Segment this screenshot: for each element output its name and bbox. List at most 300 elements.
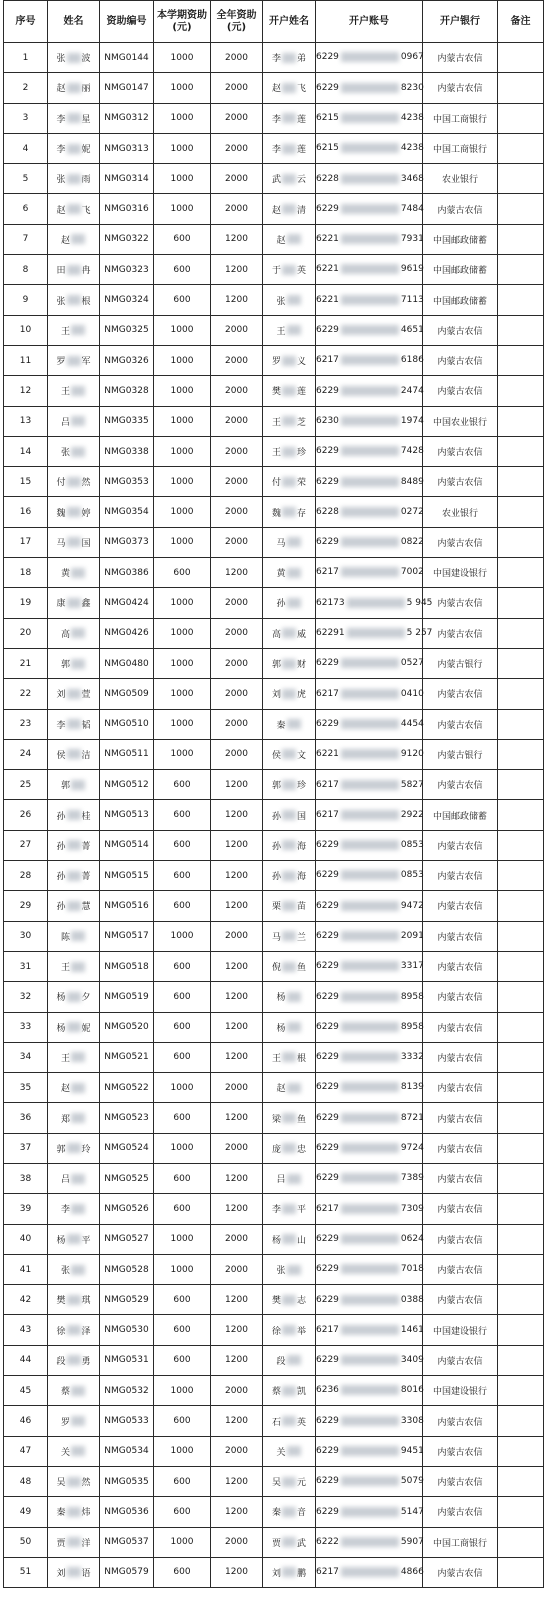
- account-holder-first: 孙: [271, 872, 281, 883]
- year-amount: 2000: [211, 133, 263, 163]
- notes-cell: [498, 1133, 544, 1163]
- bank-name: 中国邮政储蓄: [423, 285, 498, 315]
- header-cell-name: 姓名: [48, 1, 100, 43]
- notes-cell: [498, 921, 544, 951]
- bank-name: 内蒙古农信: [423, 376, 498, 406]
- student-name-last: 星: [81, 114, 91, 125]
- account-number-prefix: 6217: [316, 1203, 339, 1214]
- table-row: [4, 224, 544, 254]
- account-holder-first: 王: [276, 326, 286, 337]
- funding-id: NMG0534: [100, 1436, 154, 1466]
- redaction-blur: [287, 325, 301, 335]
- account-holder-last: 鱼: [297, 1114, 307, 1125]
- redaction-blur: [71, 568, 85, 578]
- account-number: [316, 315, 423, 345]
- funding-id: NMG0529: [100, 1285, 154, 1315]
- funding-id: NMG0533: [100, 1406, 154, 1436]
- account-number-prefix: 6229: [316, 1082, 339, 1093]
- table-row: [4, 527, 544, 557]
- bank-name: 中国农业银行: [423, 406, 498, 436]
- bank-name: 农业银行: [423, 497, 498, 527]
- row-number: 9: [4, 285, 48, 315]
- account-holder: [263, 1042, 316, 1072]
- account-number-suffix: 3409: [400, 1355, 424, 1366]
- redaction-blur: [67, 295, 81, 305]
- account-number: [316, 588, 433, 618]
- redaction-blur: [347, 628, 405, 638]
- year-amount: 2000: [211, 921, 263, 951]
- redaction-blur: [341, 507, 399, 517]
- semester-amount: 1000: [154, 73, 211, 103]
- year-amount: 1200: [211, 861, 263, 891]
- account-number-prefix: 6229: [316, 1415, 339, 1426]
- redaction-blur: [347, 598, 405, 608]
- account-number: [316, 194, 423, 224]
- account-number-suffix: 7428: [400, 446, 424, 457]
- account-holder-first: 杨: [271, 1235, 281, 1246]
- account-holder-first: 贾: [271, 1538, 281, 1549]
- semester-amount: 600: [154, 1194, 211, 1224]
- table-row: [4, 345, 544, 375]
- redaction-blur: [341, 264, 399, 274]
- header-cell-id: 资助编号: [100, 1, 154, 43]
- year-amount: 1200: [211, 1466, 263, 1496]
- row-number: 11: [4, 345, 48, 375]
- row-number: 1: [4, 43, 48, 73]
- redaction-blur: [67, 537, 81, 547]
- funding-id: NMG0144: [100, 43, 154, 73]
- redaction-blur: [282, 1537, 296, 1547]
- student-name-last: 国: [81, 538, 91, 549]
- semester-amount: 600: [154, 800, 211, 830]
- redaction-blur: [67, 144, 81, 154]
- account-holder-first: 张: [276, 296, 286, 307]
- account-holder-last: 云: [297, 175, 307, 186]
- account-number: [316, 73, 423, 103]
- semester-amount: 600: [154, 1466, 211, 1496]
- student-name-last: 萱: [81, 690, 91, 701]
- table-row: [4, 43, 544, 73]
- redaction-blur: [67, 992, 81, 1002]
- funding-id: NMG0335: [100, 406, 154, 436]
- account-number-prefix: 6229: [316, 1021, 339, 1032]
- redaction-blur: [67, 810, 81, 820]
- table-row: [4, 1073, 544, 1103]
- student-name: [48, 1527, 100, 1557]
- notes-cell: [498, 1345, 544, 1375]
- semester-amount: 600: [154, 558, 211, 588]
- account-number-suffix: 5907: [400, 1536, 424, 1547]
- redaction-blur: [71, 1446, 85, 1456]
- table-row: [4, 1012, 544, 1042]
- student-name-first: 徐: [56, 1326, 66, 1337]
- row-number: 15: [4, 467, 48, 497]
- notes-cell: [498, 43, 544, 73]
- student-name-last: 琪: [81, 1296, 91, 1307]
- year-amount: 1200: [211, 1194, 263, 1224]
- student-name: [48, 103, 100, 133]
- year-amount: 1200: [211, 224, 263, 254]
- redaction-blur: [341, 1537, 399, 1547]
- row-number: 12: [4, 376, 48, 406]
- table-row: [4, 618, 544, 648]
- redaction-blur: [341, 1113, 399, 1123]
- student-name-first: 王: [60, 326, 70, 337]
- notes-cell: [498, 224, 544, 254]
- redaction-blur: [341, 931, 399, 941]
- student-name-first: 魏: [56, 508, 66, 519]
- redaction-blur: [67, 598, 81, 608]
- student-name: [48, 618, 100, 648]
- account-holder: [263, 1376, 316, 1406]
- notes-cell: [498, 1194, 544, 1224]
- year-amount: 2000: [211, 1073, 263, 1103]
- bank-name: 中国邮政储蓄: [423, 224, 498, 254]
- account-number-suffix: 4651: [400, 325, 424, 336]
- redaction-blur: [287, 719, 301, 729]
- account-number-prefix: 6217: [316, 1324, 339, 1335]
- student-name: [48, 43, 100, 73]
- row-number: 36: [4, 1103, 48, 1133]
- table-row: [4, 1133, 544, 1163]
- funding-id: NMG0480: [100, 648, 154, 678]
- header-cell-account-name: 开户姓名: [263, 1, 316, 43]
- notes-cell: [498, 861, 544, 891]
- student-name: [48, 345, 100, 375]
- redaction-blur: [341, 567, 399, 577]
- account-number: [316, 1133, 423, 1163]
- redaction-blur: [67, 507, 81, 517]
- account-number-suffix: 7389: [400, 1173, 424, 1184]
- row-number: 3: [4, 103, 48, 133]
- redaction-blur: [67, 901, 81, 911]
- redaction-blur: [282, 659, 296, 669]
- student-name-first: 郭: [56, 1144, 66, 1155]
- student-name-first: 赵: [56, 205, 66, 216]
- account-holder: [263, 103, 316, 133]
- redaction-blur: [341, 901, 399, 911]
- account-holder-first: 李: [271, 1205, 281, 1216]
- year-amount: 2000: [211, 1254, 263, 1284]
- account-number-suffix: 4238: [400, 112, 424, 123]
- redaction-blur: [341, 1173, 399, 1183]
- bank-name: 内蒙古农信: [423, 891, 498, 921]
- account-number-suffix: 0967: [400, 52, 424, 63]
- semester-amount: 600: [154, 1285, 211, 1315]
- redaction-blur: [341, 1295, 399, 1305]
- redaction-blur: [282, 386, 296, 396]
- student-name-last: 洋: [81, 1538, 91, 1549]
- redaction-blur: [67, 1477, 81, 1487]
- funding-id: NMG0524: [100, 1133, 154, 1163]
- account-holder-last: 莲: [297, 114, 307, 125]
- redaction-blur: [282, 780, 296, 790]
- bank-name: 内蒙古农信: [423, 618, 498, 648]
- account-number: [316, 43, 423, 73]
- funding-id: NMG0353: [100, 467, 154, 497]
- account-number-prefix: 6229: [316, 1446, 339, 1457]
- redaction-blur: [341, 446, 399, 456]
- redaction-blur: [341, 386, 399, 396]
- account-holder-first: 郭: [271, 781, 281, 792]
- bank-name: 内蒙古银行: [423, 648, 498, 678]
- semester-amount: 600: [154, 982, 211, 1012]
- student-name-first: 田: [56, 266, 66, 277]
- table-row: [4, 376, 544, 406]
- account-holder: [263, 739, 316, 769]
- account-holder: [263, 406, 316, 436]
- redaction-blur: [282, 901, 296, 911]
- bank-name: 内蒙古农信: [423, 921, 498, 951]
- student-name: [48, 558, 100, 588]
- redaction-blur: [282, 628, 296, 638]
- table-row: [4, 1527, 544, 1557]
- funding-id: NMG0525: [100, 1163, 154, 1193]
- year-amount: 2000: [211, 588, 263, 618]
- redaction-blur: [67, 113, 81, 123]
- student-name-first: 陈: [60, 932, 70, 943]
- redaction-blur: [282, 416, 296, 426]
- student-name-first: 张: [56, 296, 66, 307]
- bank-name: 内蒙古农信: [423, 770, 498, 800]
- funding-id: NMG0530: [100, 1315, 154, 1345]
- semester-amount: 1000: [154, 1527, 211, 1557]
- funding-id: NMG0510: [100, 709, 154, 739]
- account-number: [316, 1163, 423, 1193]
- account-holder-last: 英: [297, 1417, 307, 1428]
- account-number-suffix: 7484: [400, 203, 424, 214]
- redaction-blur: [341, 1416, 399, 1426]
- student-name-first: 孙: [56, 902, 66, 913]
- funding-id: NMG0528: [100, 1254, 154, 1284]
- bank-name: 内蒙古农信: [423, 315, 498, 345]
- table-row: [4, 709, 544, 739]
- account-holder-first: 赵: [276, 235, 286, 246]
- student-name-last: 然: [81, 1478, 91, 1489]
- redaction-blur: [282, 53, 296, 63]
- student-name-first: 吴: [56, 1478, 66, 1489]
- year-amount: 2000: [211, 1133, 263, 1163]
- student-name: [48, 588, 100, 618]
- funding-id: NMG0513: [100, 800, 154, 830]
- row-number: 37: [4, 1133, 48, 1163]
- account-holder-first: 李: [271, 114, 281, 125]
- semester-amount: 1000: [154, 164, 211, 194]
- account-holder-first: 侯: [271, 750, 281, 761]
- bank-name: 内蒙古农信: [423, 588, 498, 618]
- year-amount: 1200: [211, 1406, 263, 1436]
- account-number: [316, 618, 433, 648]
- account-holder-first: 孙: [276, 599, 286, 610]
- table-row: [4, 588, 544, 618]
- year-amount: 1200: [211, 1285, 263, 1315]
- year-amount: 1200: [211, 1345, 263, 1375]
- account-holder-first: 庞: [271, 1144, 281, 1155]
- semester-amount: 1000: [154, 103, 211, 133]
- student-name: [48, 1163, 100, 1193]
- row-number: 50: [4, 1527, 48, 1557]
- semester-amount: 1000: [154, 1436, 211, 1466]
- year-amount: 1200: [211, 1012, 263, 1042]
- notes-cell: [498, 891, 544, 921]
- redaction-blur: [67, 1355, 81, 1365]
- account-number-suffix: 7002: [400, 567, 424, 578]
- account-holder-last: 威: [297, 629, 307, 640]
- redaction-blur: [282, 1386, 296, 1396]
- account-number-suffix: 5827: [400, 779, 424, 790]
- row-number: 48: [4, 1466, 48, 1496]
- redaction-blur: [341, 83, 399, 93]
- row-number: 22: [4, 679, 48, 709]
- redaction-blur: [341, 355, 399, 365]
- account-holder-last: 武: [297, 1538, 307, 1549]
- account-number: [316, 861, 423, 891]
- row-number: 29: [4, 891, 48, 921]
- header-cell-notes: 备注: [498, 1, 544, 43]
- redaction-blur: [341, 52, 399, 62]
- funding-id: NMG0523: [100, 1103, 154, 1133]
- redaction-blur: [341, 1355, 399, 1365]
- account-number-suffix: 0527: [400, 658, 424, 669]
- redaction-blur: [341, 1234, 399, 1244]
- student-name-last: 妮: [81, 145, 91, 156]
- redaction-blur: [341, 1567, 399, 1577]
- table-row: [4, 103, 544, 133]
- table-row: [4, 770, 544, 800]
- year-amount: 2000: [211, 709, 263, 739]
- row-number: 4: [4, 133, 48, 163]
- redaction-blur: [282, 1204, 296, 1214]
- account-number-prefix: 6229: [316, 537, 339, 548]
- year-amount: 2000: [211, 1224, 263, 1254]
- redaction-blur: [282, 1567, 296, 1577]
- year-amount: 2000: [211, 436, 263, 466]
- redaction-blur: [341, 689, 399, 699]
- account-number: [316, 406, 423, 436]
- account-number: [316, 951, 423, 981]
- account-holder: [263, 1345, 316, 1375]
- semester-amount: 600: [154, 1406, 211, 1436]
- redaction-blur: [341, 1385, 399, 1395]
- student-name-first: 赵: [60, 235, 70, 246]
- bank-name: 内蒙古农信: [423, 436, 498, 466]
- row-number: 2: [4, 73, 48, 103]
- student-name: [48, 1285, 100, 1315]
- table-row: [4, 436, 544, 466]
- header-cell-semester: 本学期资助(元): [154, 1, 211, 43]
- account-number-suffix: 8016: [400, 1385, 424, 1396]
- student-name-last: 雨: [81, 175, 91, 186]
- redaction-blur: [341, 295, 399, 305]
- table-row: [4, 800, 544, 830]
- redaction-blur: [71, 1416, 85, 1426]
- bank-name: 中国工商银行: [423, 133, 498, 163]
- semester-amount: 600: [154, 1012, 211, 1042]
- notes-cell: [498, 1103, 544, 1133]
- funding-id: NMG0531: [100, 1345, 154, 1375]
- row-number: 23: [4, 709, 48, 739]
- student-name-last: 波: [81, 54, 91, 65]
- account-number-suffix: 0410: [400, 688, 424, 699]
- notes-cell: [498, 679, 544, 709]
- account-number-suffix: 4238: [400, 143, 424, 154]
- account-number: [316, 1042, 423, 1072]
- account-holder: [263, 982, 316, 1012]
- bank-name: 内蒙古农信: [423, 679, 498, 709]
- student-name: [48, 1042, 100, 1072]
- semester-amount: 600: [154, 1557, 211, 1587]
- semester-amount: 600: [154, 1497, 211, 1527]
- row-number: 41: [4, 1254, 48, 1284]
- redaction-blur: [282, 174, 296, 184]
- header-row: [4, 1, 544, 43]
- student-name-last: 婷: [81, 508, 91, 519]
- account-holder-last: 珍: [297, 781, 307, 792]
- redaction-blur: [282, 1113, 296, 1123]
- redaction-blur: [67, 1567, 81, 1577]
- year-amount: 2000: [211, 1527, 263, 1557]
- account-number-prefix: 6222: [316, 1536, 339, 1547]
- year-amount: 1200: [211, 982, 263, 1012]
- notes-cell: [498, 315, 544, 345]
- redaction-blur: [287, 1174, 301, 1184]
- account-number-prefix: 6229: [316, 931, 339, 941]
- account-number-prefix: 6229: [316, 1052, 339, 1063]
- student-name-last: 桂: [81, 811, 91, 822]
- account-number-suffix: 3332: [400, 1052, 424, 1063]
- table-body: [4, 43, 544, 1588]
- table-row: [4, 164, 544, 194]
- student-name: [48, 1103, 100, 1133]
- redaction-blur: [282, 1234, 296, 1244]
- account-holder-last: 莲: [297, 387, 307, 398]
- notes-cell: [498, 1497, 544, 1527]
- redaction-blur: [67, 1234, 81, 1244]
- account-holder-last: 英: [297, 266, 307, 277]
- row-number: 28: [4, 861, 48, 891]
- table-row: [4, 1497, 544, 1527]
- account-holder-first: 王: [271, 417, 281, 428]
- funding-id: NMG0526: [100, 1194, 154, 1224]
- funding-id: NMG0514: [100, 830, 154, 860]
- account-number-suffix: 5147: [400, 1506, 424, 1517]
- account-holder-first: 蔡: [271, 1387, 281, 1398]
- account-number: [316, 1376, 423, 1406]
- semester-amount: 600: [154, 255, 211, 285]
- account-holder-last: 根: [297, 1053, 307, 1064]
- funding-id: NMG0424: [100, 588, 154, 618]
- redaction-blur: [341, 477, 399, 487]
- year-amount: 1200: [211, 285, 263, 315]
- redaction-blur: [287, 1355, 301, 1365]
- student-name-first: 杨: [56, 1235, 66, 1246]
- student-name-last: 菁: [81, 872, 91, 883]
- account-number-suffix: 7931: [400, 234, 424, 245]
- student-name: [48, 164, 100, 194]
- redaction-blur: [282, 962, 296, 972]
- account-number-suffix: 6186: [400, 355, 424, 366]
- account-number: [316, 103, 423, 133]
- account-number: [316, 800, 423, 830]
- row-number: 10: [4, 315, 48, 345]
- row-number: 27: [4, 830, 48, 860]
- account-number-prefix: 6221: [316, 749, 339, 760]
- account-number-prefix: 62173: [316, 597, 345, 608]
- account-number-suffix: 8721: [400, 1112, 424, 1123]
- notes-cell: [498, 1073, 544, 1103]
- redaction-blur: [67, 1022, 81, 1032]
- redaction-blur: [282, 1507, 296, 1517]
